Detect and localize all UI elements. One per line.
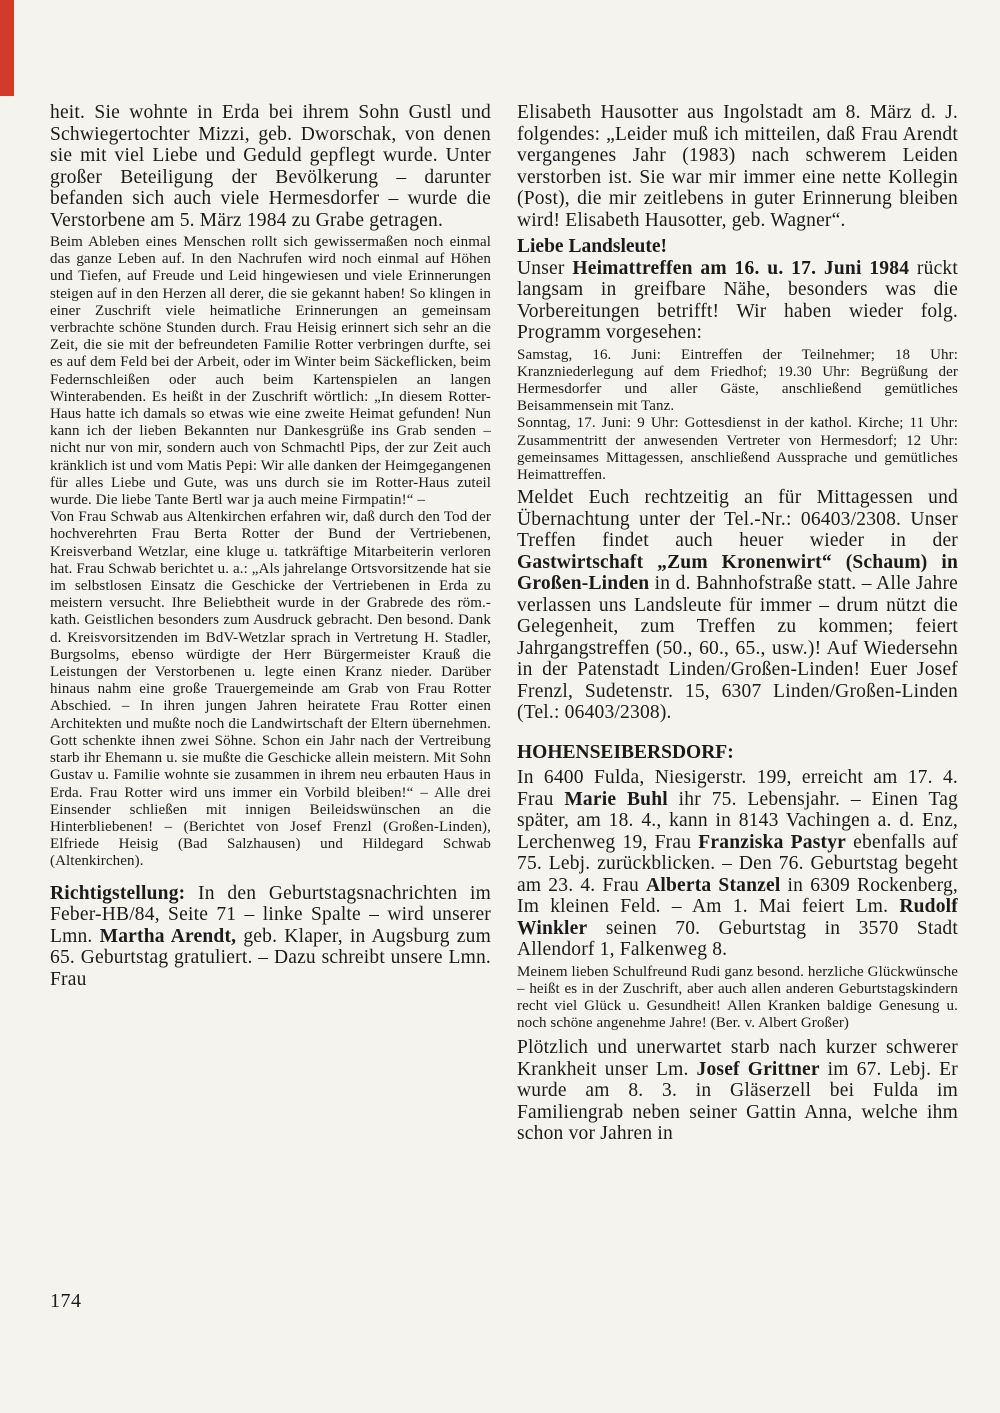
right-column — [517, 102, 958, 1145]
heimattreffen-paragraph — [517, 258, 958, 344]
text-segment: im 67. Lebj. Er wurde am 8. 3. in Gläserzell bei Fulda im Familiengrab neben seiner Gattin Anna, welche ihm schon vor Jahren in — [517, 1058, 958, 1145]
event-date-bold: Heimattreffen am 16. u. 17. Juni 1984 — [572, 257, 910, 279]
text-segment: ihr 75. Lebensjahr. – Einen Tag später, am 18. 4., kann in 8143 Vachingen a. d. Enz, Lerchenweg 19, Frau — [517, 788, 958, 853]
venue-name-bold: Gastwirtschaft „Zum Kronenwirt“ (Schaum) in Großen-Linden — [517, 551, 958, 595]
hohenseibersdorf-heading: HOHENSEIBERSDORF: — [517, 741, 734, 763]
correction-paragraph — [50, 883, 491, 991]
person-name-marie-buhl: Marie Buhl — [564, 788, 668, 810]
grittner-obituary-paragraph — [517, 1037, 958, 1145]
text-segment: in 6309 Rockenberg, Im kleinen Feld. – Am 1. Mai feiert Lm. — [517, 874, 958, 918]
left-column — [50, 102, 491, 1145]
text-segment: in d. Bahnhofstraße statt. – Alle Jahre verlassen uns Landsleute für immer – drum nützt die Gelegenheit, zum Treffen zu kommen; feiert Jahrgangstreffen (50., 60., 65., usw.)! Auf Wiedersehn in der Patenstadt Linden/Großen-Linden! Euer Josef Frenzl, Sudetenstr. 15, 6307 Linden/Großen-Linden (Tel.: 06403/2308). — [517, 573, 958, 724]
registration-paragraph — [517, 487, 958, 724]
text-segment: ebenfalls auf 75. Lebj. zurückblicken. – Den 76. Geburtstag begeht am 23. 4. Frau — [517, 831, 958, 896]
text-segment: In den Geburtstagsnachrichten im Feber-HB/84, Seite 71 – linke Spalte – wird unserer Lmn. — [50, 882, 491, 947]
obituary-detail-paragraph-2: Von Frau Schwab aus Altenkirchen erfahren wir, daß durch den Tod der hochverehrten Frau Berta Rotter der Bund der Vertriebenen, Kreisverband Wetzlar, eine kluge u. tatkräftige Mitarbeiterin verloren hat. Frau Schwab berichtet u. a.: „Als jahrelange Ortsvorsitzende hat sie im selbstlosen Einsatz die Geschicke der Vertriebenen in Erda zu meistern versucht. Ihre Beliebtheit wurde in der Grabrede des röm.-kath. Geistlichen besonders zum Ausdruck gebracht. Den besond. Dank d. Kreisvorsitzenden im BdV-Wetzlar sprach in Vertretung H. Stadler, Burgsolms, ebenso würdigte der Herr Bürgermeister Krauß die Leistungen der Verstorbenen u. legte einen Kranz nieder. Darüber hinaus nahm eine große Trauergemeinde am Grab von Frau Rotter Abschied. – In ihren jungen Jahren heiratete Frau Rotter einen Architekten und mußte noch die Landwirtschaft der Eltern übernehmen. Gott schenkte ihnen zwei Söhne. Schon ein Jahr nach der Vertreibung starb ihr Ehemann u. sie mußte die Geschicke allein meistern. Mit Sohn Gustav u. Familie wohnte sie zusammen in ihrem neu erbauten Haus in Erda. Frau Rotter wird uns immer ein Vorbild bleiben!“ – Alle drei Einsender schließen mit innigen Beileidswünschen an die Hinterbliebenen! – (Berichtet von Josef Frenzl (Großen-Linden), Elfriede Heisig (Bad Salzhausen) und Hildegard Schwab (Altenkirchen). — [50, 509, 491, 870]
hausotter-letter-paragraph: Elisabeth Hausotter aus Ingolstadt am 8. März d. J. folgendes: „Leider muß ich mitteilen, daß Frau Arendt vergangenes Jahr (1983) nach schwerem Leiden verstorben ist. Sie war mir immer eine nette Kollegin (Post), die mir zeitlebens in guter Erinnerung bleiben wird! Elisabeth Hausotter, geb. Wagner“. — [517, 102, 958, 231]
person-name-rudolf-winkler: Rudolf Winkler — [517, 896, 958, 939]
landsleute-heading: Liebe Landsleute! — [517, 236, 668, 257]
correction-label: Richtigstellung: — [50, 882, 186, 904]
person-name-alberta-stanzel: Alberta Stanzel — [646, 874, 781, 896]
birthdays-paragraph — [517, 767, 958, 961]
page-number: 174 — [50, 1290, 82, 1312]
text-segment: Meldet Euch rechtzeitig an für Mittagessen und Übernachtung unter der Tel.-Nr.: 06403/2308. Unser Treffen findet auch heuer wieder in der — [517, 487, 958, 552]
person-name-martha-arendt: Martha Arendt, — [99, 925, 237, 947]
page-content — [50, 102, 958, 1145]
congratulations-paragraph: Meinem lieben Schulfreund Rudi ganz besond. herzliche Glückwünsche – heißt es in der Zuschrift, aber auch allen anderen Geburtstagskindern recht viel Glück u. Gesundheit! Allen Kranken baldige Genesung u. noch schöne angenehme Jahre! (Ber. v. Albert Großer) — [517, 963, 958, 1032]
text-segment: Plötzlich und unerwartet starb nach kurzer schwerer Krankheit unser Lm. — [517, 1037, 958, 1080]
text-segment: rückt langsam in greifbare Nähe, besonders was die Vorbereitungen betrifft! Wir haben wieder folg. Programm vorgesehen: — [517, 257, 958, 343]
person-name-franziska-pastyr: Franziska Pastyr — [698, 831, 847, 853]
text-segment: Unser — [517, 257, 573, 279]
person-name-josef-grittner: Josef Grittner — [696, 1058, 820, 1080]
text-segment: seinen 70. Geburtstag in 3570 Stadt Allendorf 1, Falkenweg 8. — [517, 917, 958, 961]
program-saturday-paragraph: Samstag, 16. Juni: Eintreffen der Teilnehmer; 18 Uhr: Kranzniederlegung auf dem Friedhof; 19.30 Uhr: Begrüßung der Hermesdorfer und aller Gäste, anschließend gemütliches Beisammensein mit Tanz. — [517, 346, 958, 415]
obituary-intro-paragraph: heit. Sie wohnte in Erda bei ihrem Sohn Gustl und Schwiegertochter Mizzi, geb. Dworschak, von denen sie mit viel Liebe und Geduld gepflegt wurde. Unter großer Beteiligung der Bevölkerung – darunter befanden sich auch viele Hermesdorfer – wurde die Verstorbene am 5. März 1984 zu Grabe getragen. — [50, 102, 491, 231]
program-sunday-paragraph: Sonntag, 17. Juni: 9 Uhr: Gottesdienst in der kathol. Kirche; 11 Uhr: Zusammentritt der anwesenden Vertreter von Hermesdorf; 12 Uhr: gemeinsames Mittagessen, anschließend Aussprache und gemütliches Heimattreffen. — [517, 415, 958, 483]
text-segment: In 6400 Fulda, Niesigerstr. 199, erreicht am 17. 4. Frau — [517, 767, 958, 810]
scan-red-mark — [0, 0, 14, 96]
obituary-detail-paragraph-1: Beim Ableben eines Menschen rollt sich gewissermaßen noch einmal das ganze Leben auf. In den Nachrufen wird noch einmal auf Höhen und Tiefen, auf Freude und Leid hingewiesen und viele Erinnerungen steigen auf in den Herzen all derer, die sie gekannt haben! So klingen in einer Zuschrift viele heimatliche Erinnerungen an gemeinsam verbrachte schöne Stunden durch. Frau Heisig erinnert sich sehr an die Zeit, die sie mit der befreundeten Familie Rotter verbringen durfte, sei es auf dem Feld bei der Arbeit, oder im Winter beim Säckeflicken, beim Federnschleißen oder auch beim Kartenspielen an langen Winterabenden. Es heißt in der Zuschrift wörtlich: „In diesem Rotter-Haus hatte ich damals so etwas wie eine zweite Heimat gefunden! Nun kann ich der lieben Bekannten nur Dankesgrüße ins Grab senden – nicht nur von mir, sondern auch von Schmachtl Pips, der zur Zeit auch kränklich ist und vom Matis Pepi: Wir alle danken der Heimgegangenen für alles Liebe und Gute, was uns durch sie im Rotter-Haus zuteil wurde. Die liebe Tante Bertl war ja auch meine Firmpatin!“ – — [50, 234, 491, 509]
text-segment: geb. Klaper, in Augsburg zum 65. Geburtstag gratuliert. – Dazu schreibt unsere Lmn. Frau — [50, 925, 491, 990]
